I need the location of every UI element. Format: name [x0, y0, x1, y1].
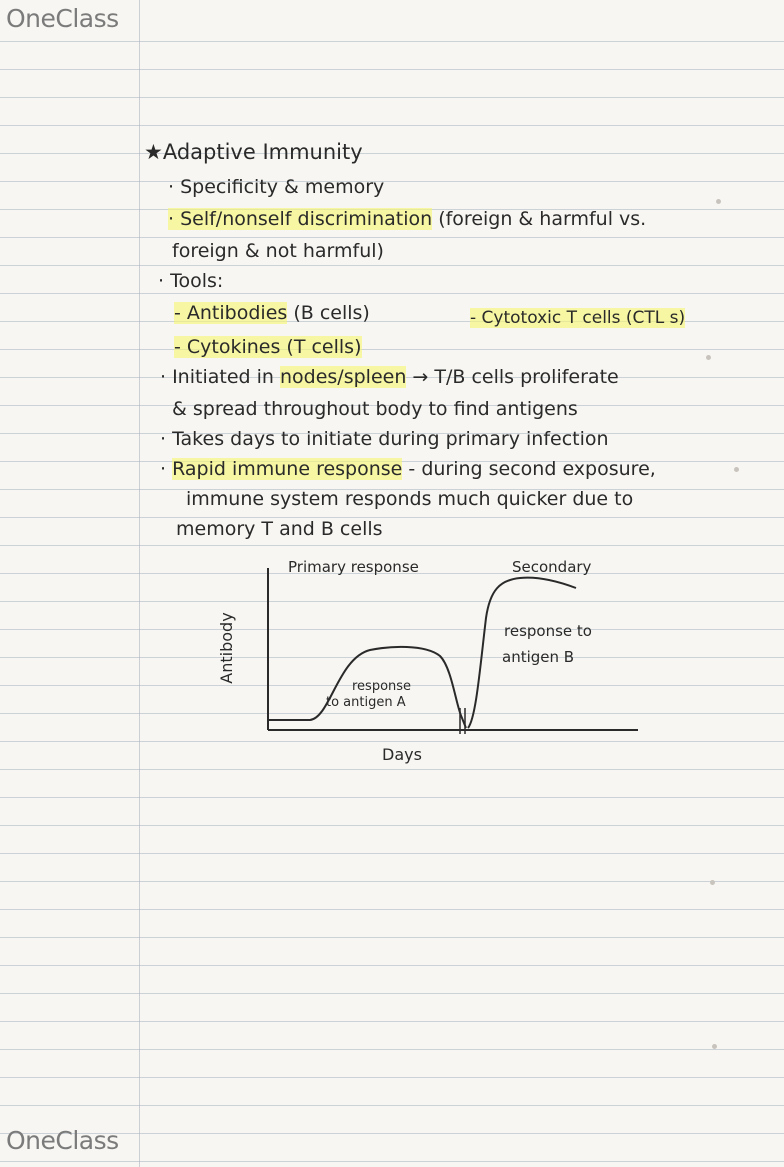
- note-text: (B cells): [293, 302, 370, 324]
- oneclass-logo-bottom: OneClass: [6, 1126, 119, 1155]
- note-line: · Specificity & memory: [168, 176, 385, 198]
- highlighted-term: nodes/spleen: [279, 366, 407, 388]
- phase-label-secondary: Secondary: [512, 558, 592, 576]
- annotation-response-a: [326, 679, 415, 710]
- phase-label-primary: Primary response: [288, 558, 419, 576]
- highlighted-term: - Antibodies: [174, 302, 288, 324]
- note-line: foreign & not harmful): [172, 240, 384, 262]
- note-line: · Takes days to initiate during primary infection: [160, 428, 609, 450]
- note-text: · Initiated in: [160, 366, 274, 388]
- note-line: [470, 308, 685, 328]
- oneclass-logo-top: OneClass: [6, 4, 119, 33]
- annotation-response-a-line2: to antigen A: [326, 695, 406, 710]
- antibody-response-graph: [217, 548, 650, 768]
- notes-heading: Adaptive Immunity: [162, 140, 363, 164]
- note-line: memory T and B cells: [176, 518, 383, 540]
- note-text: ·: [160, 458, 173, 480]
- note-line: & spread throughout body to find antigens: [172, 398, 578, 420]
- note-text: (foreign & harmful vs.: [438, 208, 647, 230]
- note-line: [174, 336, 362, 358]
- highlighted-term: - Cytokines (T cells): [174, 336, 362, 358]
- x-axis-label: Days: [382, 745, 422, 764]
- note-line: [160, 366, 619, 388]
- annotation-response-a-line1: response: [352, 679, 412, 694]
- note-line: [160, 458, 656, 480]
- y-axis-label: Antibody: [217, 612, 236, 684]
- annotation-response-b-line1: response to: [504, 622, 592, 640]
- note-line: immune system responds much quicker due to: [186, 488, 634, 510]
- note-line: [168, 208, 646, 230]
- annotation-response-b-line2: antigen B: [502, 648, 575, 666]
- heading-line: [144, 140, 363, 164]
- highlighted-term: - Cytotoxic T cells (CTL s): [470, 308, 686, 328]
- highlighted-term: · Self/nonself discrimination: [168, 208, 433, 230]
- note-line: [174, 302, 370, 324]
- star-icon: ★: [144, 140, 163, 164]
- note-text: - during second exposure,: [408, 458, 656, 480]
- note-line: · Tools:: [158, 270, 224, 292]
- highlighted-term: Rapid immune response: [172, 458, 403, 480]
- annotation-response-b: [502, 622, 597, 666]
- note-text: → T/B cells proliferate: [412, 366, 619, 388]
